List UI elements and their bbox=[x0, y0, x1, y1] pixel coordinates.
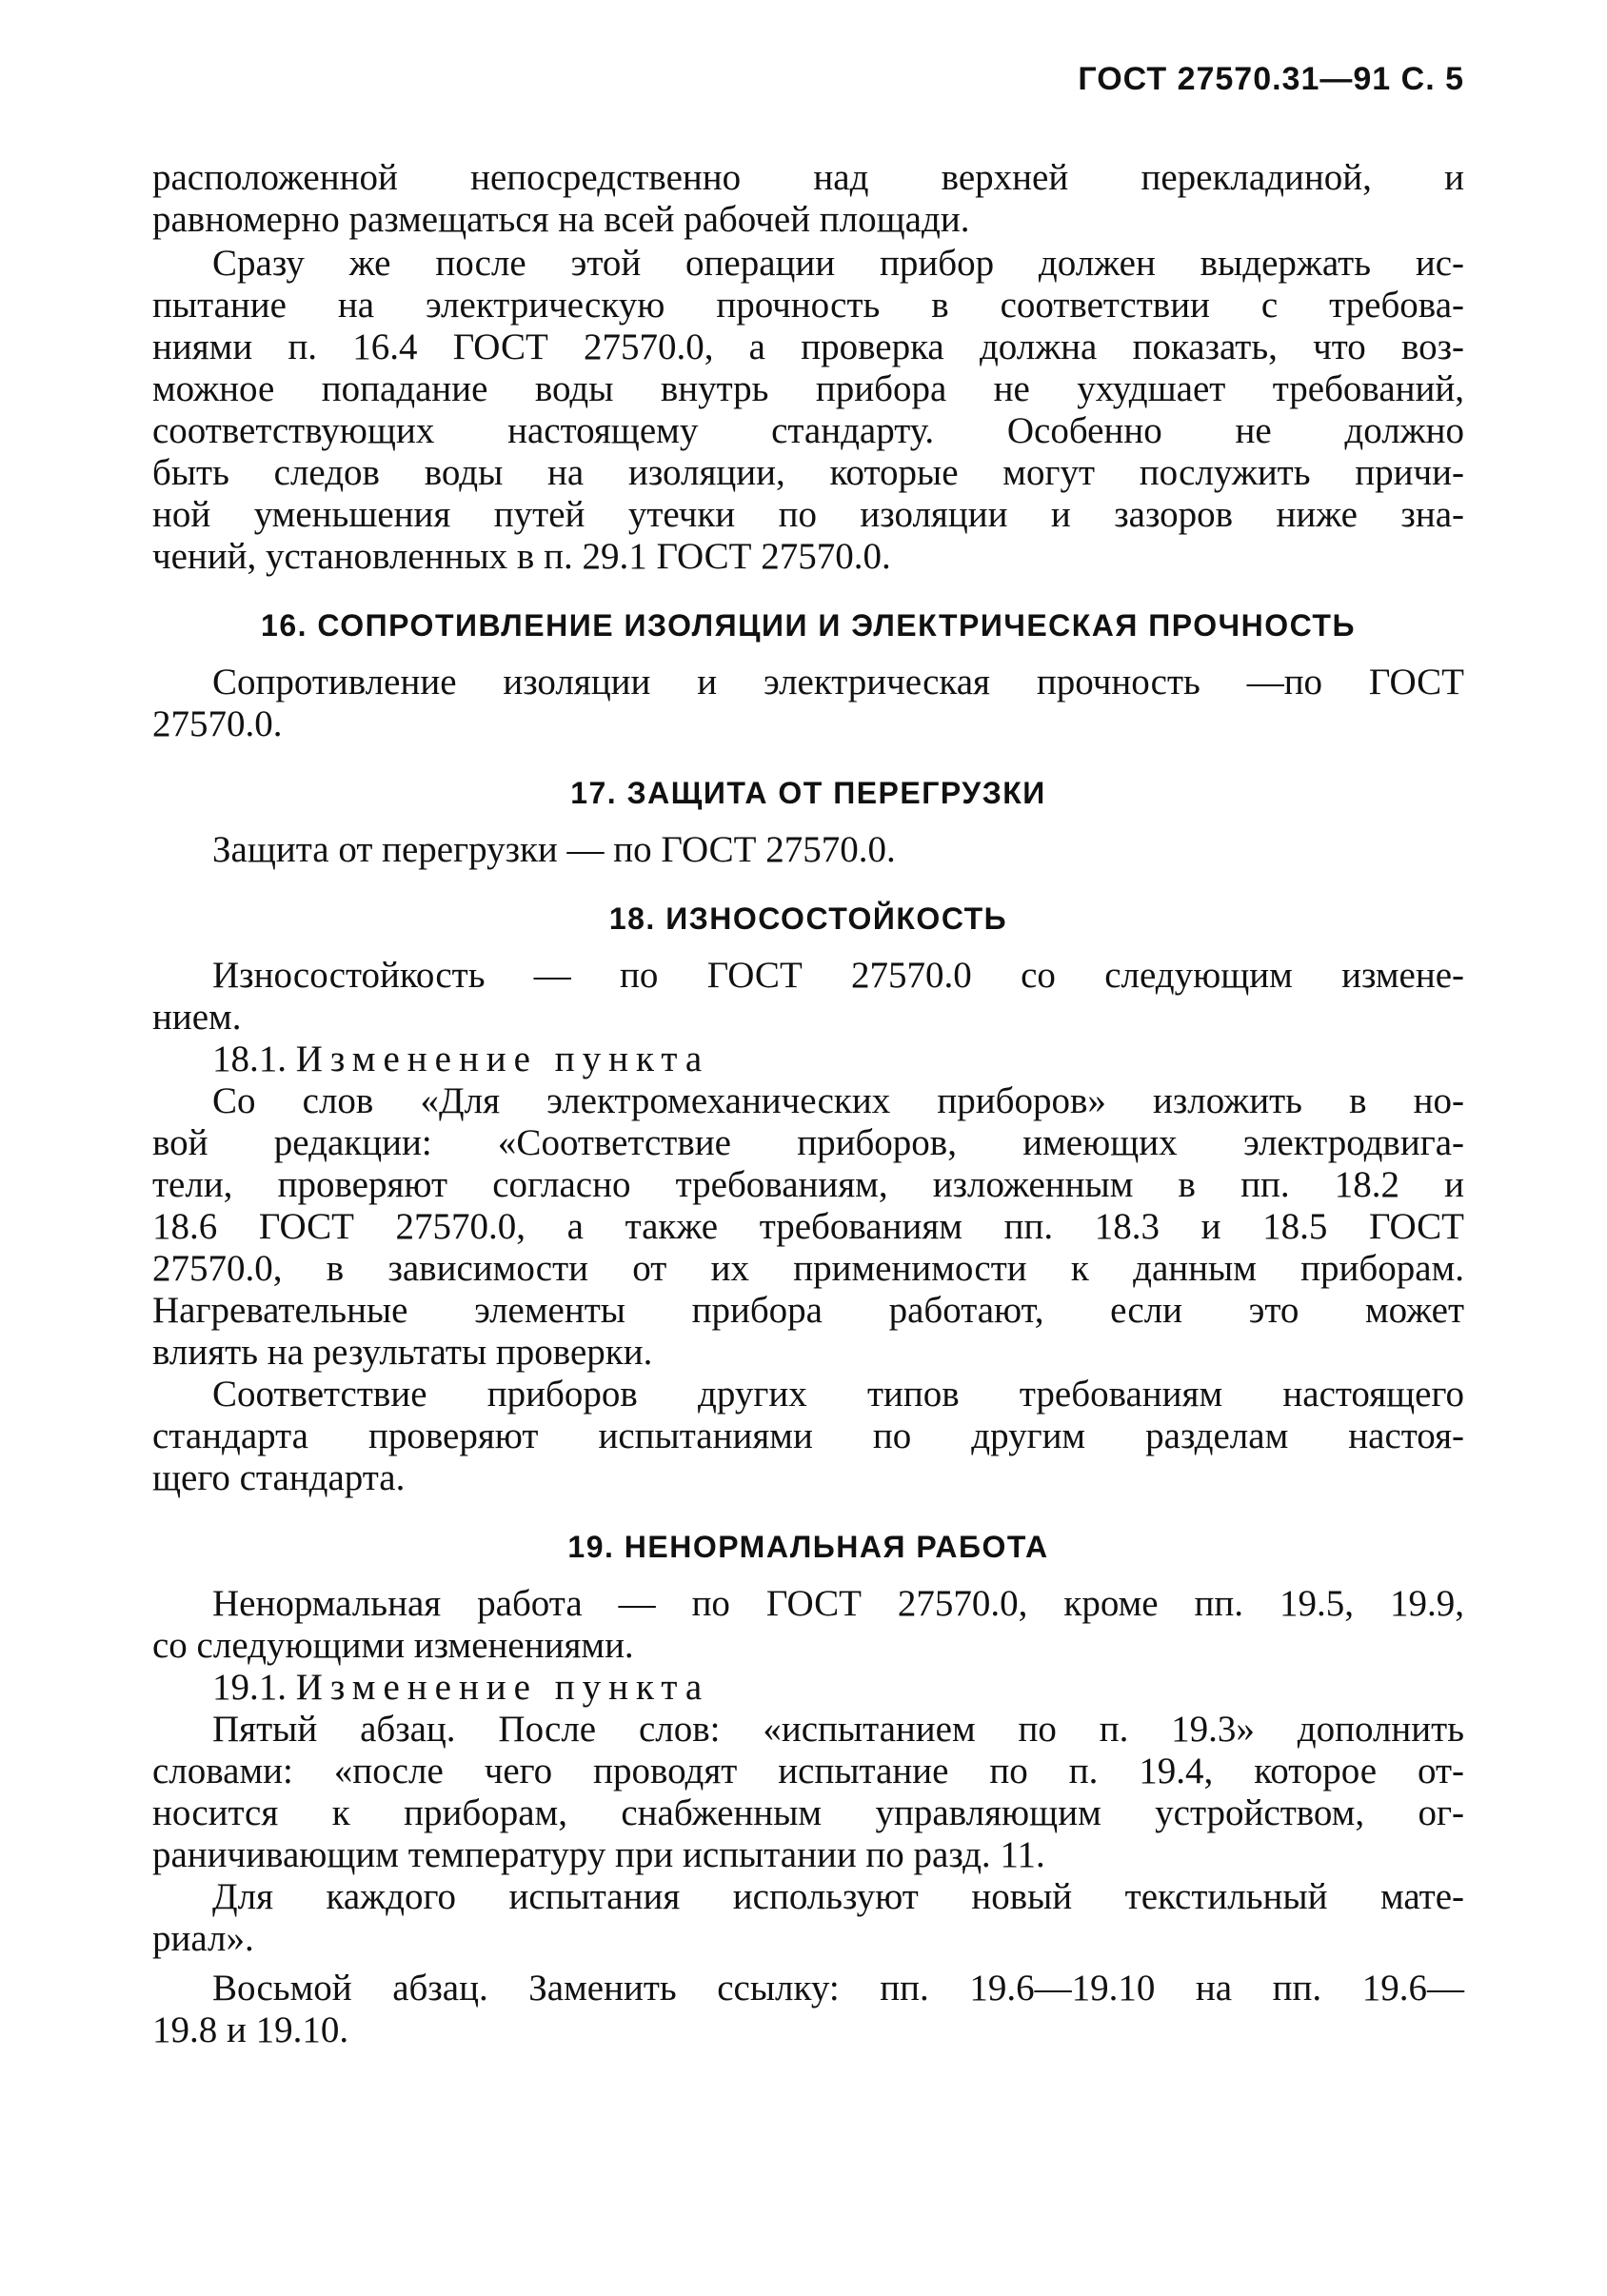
subclause-title: Изменение пункта bbox=[295, 1039, 710, 1079]
text-line: можное попадание воды внутрь прибора не ухудшает требований, bbox=[152, 368, 1464, 409]
running-header: ГОСТ 27570.31—91 С. 5 bbox=[1078, 61, 1464, 97]
text-line: соответствующих настоящему стандарту. Особенно не должно bbox=[152, 410, 1464, 451]
text-line: носится к приборам, снабженным управляющим устройством, ог- bbox=[152, 1792, 1464, 1833]
text-line: щего стандарта. bbox=[152, 1457, 406, 1498]
text-line: Износостойкость — по ГОСТ 27570.0 со следующим измене- bbox=[212, 955, 1464, 996]
subclause-18-1-title bbox=[152, 1039, 1464, 1080]
text-line: Соответствие приборов других типов требованиям настоящего bbox=[212, 1374, 1464, 1415]
section-heading-17: 17. ЗАЩИТА ОТ ПЕРЕГРУЗКИ bbox=[570, 776, 1046, 810]
text-line: Нагревательные элементы прибора работают, если это может bbox=[152, 1290, 1464, 1331]
text-line: стандарта проверяют испытаниями по другим разделам настоя- bbox=[152, 1415, 1464, 1456]
text-line: риал». bbox=[152, 1918, 254, 1959]
text-line: ной уменьшения путей утечки по изоляции и зазоров ниже зна- bbox=[152, 494, 1464, 535]
text-line: Сразу же после этой операции прибор должен выдержать ис- bbox=[212, 243, 1464, 284]
text-line: нием. bbox=[152, 997, 242, 1038]
text-line: Для каждого испытания используют новый текстильный мате- bbox=[212, 1876, 1464, 1917]
text-line: пытание на электрическую прочность в соответствии с требова- bbox=[152, 285, 1464, 326]
text-line: словами: «после чего проводят испытание по п. 19.4, которое от- bbox=[152, 1751, 1464, 1791]
text-line: быть следов воды на изоляции, которые могут послужить причи- bbox=[152, 452, 1464, 493]
subclause-19-1-text-c bbox=[152, 1968, 1464, 2051]
text-line: Сопротивление изоляции и электрическая прочность —по ГОСТ bbox=[212, 662, 1464, 703]
text-line: чений, установленных в п. 29.1 ГОСТ 27570.0. bbox=[152, 536, 891, 577]
text-line: раничивающим температуру при испытании по разд. 11. bbox=[152, 1834, 1045, 1875]
paragraph-water-test bbox=[152, 243, 1464, 578]
text-line: расположенной непосредственно над верхней перекладиной, и bbox=[152, 157, 1464, 198]
section-heading-16: 16. СОПРОТИВЛЕНИЕ ИЗОЛЯЦИИ И ЭЛЕКТРИЧЕСКАЯ ПРОЧНОСТЬ bbox=[261, 608, 1356, 643]
text-line: Восьмой абзац. Заменить ссылку: пп. 19.6—19.10 на пп. 19.6— bbox=[212, 1968, 1464, 2009]
text-line: равномерно размещаться на всей рабочей площади. bbox=[152, 199, 970, 240]
text-line: Защита от перегрузки — по ГОСТ 27570.0. bbox=[212, 829, 896, 870]
text-line: влиять на результаты проверки. bbox=[152, 1332, 653, 1373]
section-19-intro bbox=[152, 1583, 1464, 1667]
section-16-text bbox=[152, 662, 1464, 745]
text-line: Ненормальная работа — по ГОСТ 27570.0, кроме пп. 19.5, 19.9, bbox=[212, 1583, 1464, 1624]
text-line: со следующими изменениями. bbox=[152, 1625, 634, 1666]
section-17-text bbox=[152, 829, 1464, 871]
subclause-number: 19.1. bbox=[212, 1667, 287, 1708]
text-line: вой редакции: «Соответствие приборов, имеющих электродвига- bbox=[152, 1122, 1464, 1163]
section-18-intro bbox=[152, 955, 1464, 1039]
text-line: 19.8 и 19.10. bbox=[152, 2009, 349, 2050]
text-line: ниями п. 16.4 ГОСТ 27570.0, а проверка должна показать, что воз- bbox=[152, 327, 1464, 367]
section-heading-19: 19. НЕНОРМАЛЬНАЯ РАБОТА bbox=[567, 1530, 1049, 1564]
text-line: 18.6 ГОСТ 27570.0, а также требованиям пп. 18.3 и 18.5 ГОСТ bbox=[152, 1206, 1464, 1247]
paragraph-continuation bbox=[152, 157, 1464, 241]
text-line: Со слов «Для электромеханических приборов» изложить в но- bbox=[212, 1080, 1464, 1121]
text-line: 27570.0. bbox=[152, 703, 283, 744]
text-line: тели, проверяют согласно требованиям, изложенным в пп. 18.2 и bbox=[152, 1164, 1464, 1205]
subclause-19-1-text-b bbox=[152, 1876, 1464, 1960]
subclause-19-1-text bbox=[152, 1709, 1464, 1876]
subclause-18-1-text-b bbox=[152, 1374, 1464, 1499]
text-line: Пятый абзац. После слов: «испытанием по п. 19.3» дополнить bbox=[212, 1709, 1464, 1750]
text-line: 27570.0, в зависимости от их применимости к данным приборам. bbox=[152, 1248, 1464, 1289]
subclause-number: 18.1. bbox=[212, 1039, 287, 1079]
subclause-title: Изменение пункта bbox=[295, 1667, 710, 1708]
document-body bbox=[152, 157, 1464, 2051]
section-heading-18: 18. ИЗНОСОСТОЙКОСТЬ bbox=[608, 901, 1008, 936]
subclause-18-1-text bbox=[152, 1080, 1464, 1374]
subclause-19-1-title bbox=[152, 1667, 1464, 1709]
